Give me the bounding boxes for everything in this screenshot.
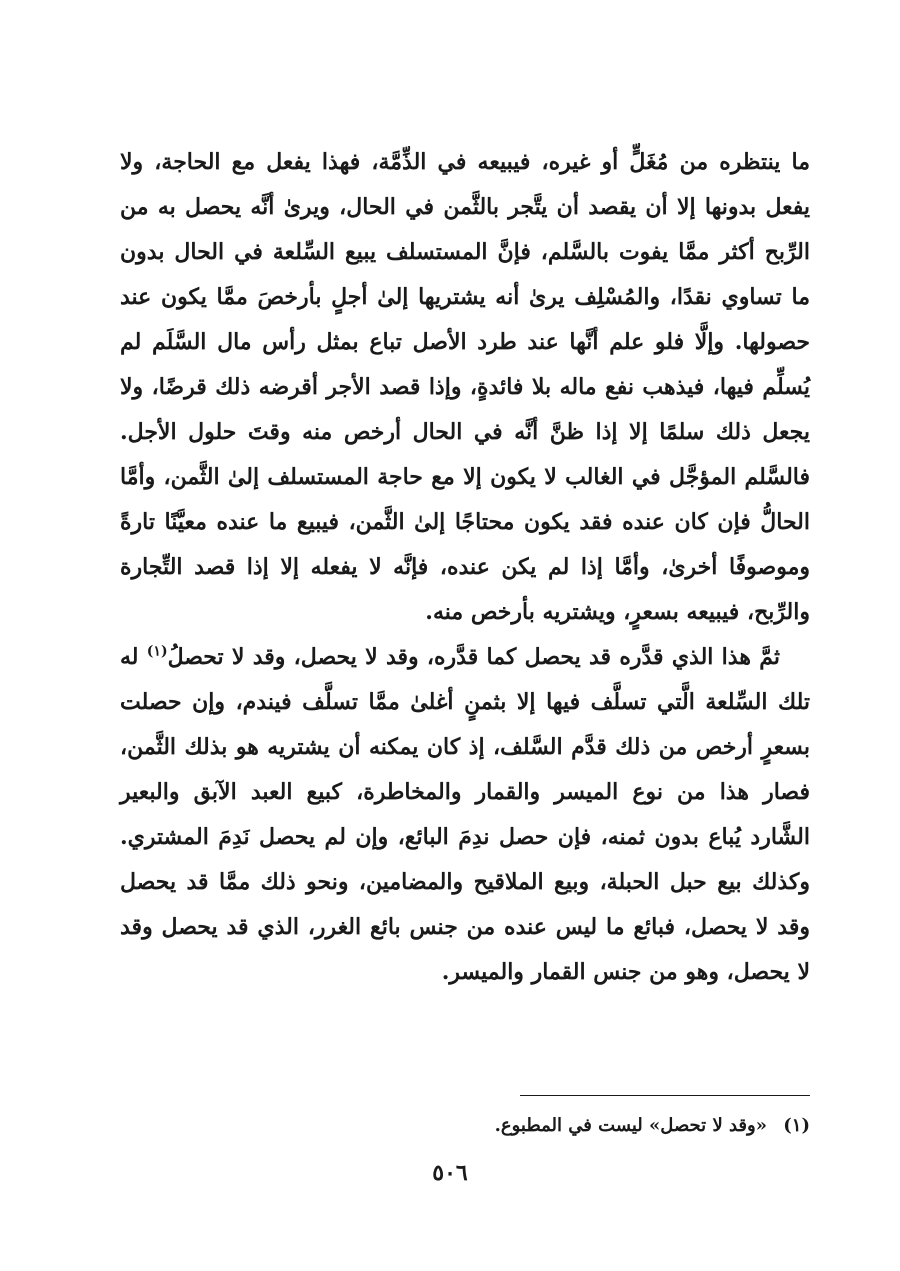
paragraph-1 <box>120 140 810 635</box>
footnote-number: (١) <box>783 1115 810 1136</box>
footnote-text: «وقد لا تحصل» ليست في المطبوع. <box>494 1115 767 1136</box>
footnote <box>120 1110 810 1142</box>
footnote-reference: (١) <box>146 643 168 660</box>
footnote-separator <box>520 1095 810 1096</box>
paragraph-1-text: ما ينتظره من مُغَلٍّ أو غيره، فيبيعه في الذِّمَّة، فهذا يفعل مع الحاجة، ولا يفعل بدونها إلا أن يقصد أن يتَّجر بالثَّمن في الحال، ويرىٰ أنَّه يحصل به من الرِّبح أكثر ممَّا يفوت بالسَّلم، فإنَّ المستسلف يبيع السِّلعة في الحال بدون ما تساوي نقدًا، والمُسْلِف يرىٰ أنه يشتريها إلىٰ أجلٍ بأرخصَ ممَّا يكون عند حصولها. وإلَّا فلو علم أنَّها عند طرد الأصل تباع بمثل رأس مال السَّلَم لم يُسلِّم فيها، فيذهب نفع ماله بلا فائدةٍ، وإذا قصد الأجر أقرضه ذلك قرضًا، ولا يجعل ذلك سلمًا إلا إذا ظنَّ أنَّه في الحال أرخص منه وقتَ حلول الأجل. فالسَّلم المؤجَّل في الغالب لا يكون إلا مع حاجة المستسلف إلىٰ الثَّمن، وأمَّا الحالُّ فإن كان عنده فقد يكون محتاجًا إلىٰ الثَّمن، فيبيع ما عنده معيَّنًا تارةً وموصوفًا أخرىٰ، وأمَّا إذا لم يكن عنده، فإنَّه لا يفعله إلا إذا قصد التِّجارة والرِّبح، فيبيعه بسعرٍ، ويشتريه بأرخص منه. <box>120 149 810 625</box>
paragraph-2 <box>120 635 810 995</box>
main-text <box>120 140 810 995</box>
paragraph-2-text-start: ثمَّ هذا الذي قدَّره قد يحصل كما قدَّره، وقد لا يحصل، وقد لا تحصلُ <box>167 644 780 670</box>
page-number: ٥٠٦ <box>432 1160 468 1186</box>
paragraph-2-text-end: له تلك السِّلعة الَّتي تسلَّف فيها إلا بثمنٍ أغلىٰ ممَّا تسلَّف فيندم، وإن حصلت بسعرٍ أرخص من ذلك قدَّم السَّلف، إذ كان يمكنه أن يشتريه هو بذلك الثَّمن، فصار هذا من نوع الميسر والقمار والمخاطرة، كبيع العبد الآبق والبعير الشَّارد يُباع بدون ثمنه، فإن حصل ندِمَ البائع، وإن لم يحصل نَدِمَ المشتري. وكذلك بيع حبل الحبلة، وبيع الملاقيح والمضامين، ونحو ذلك ممَّا قد يحصل وقد لا يحصل، فبائع ما ليس عنده من جنس بائع الغرر، الذي قد يحصل وقد لا يحصل، وهو من جنس القمار والميسر. <box>120 644 810 985</box>
